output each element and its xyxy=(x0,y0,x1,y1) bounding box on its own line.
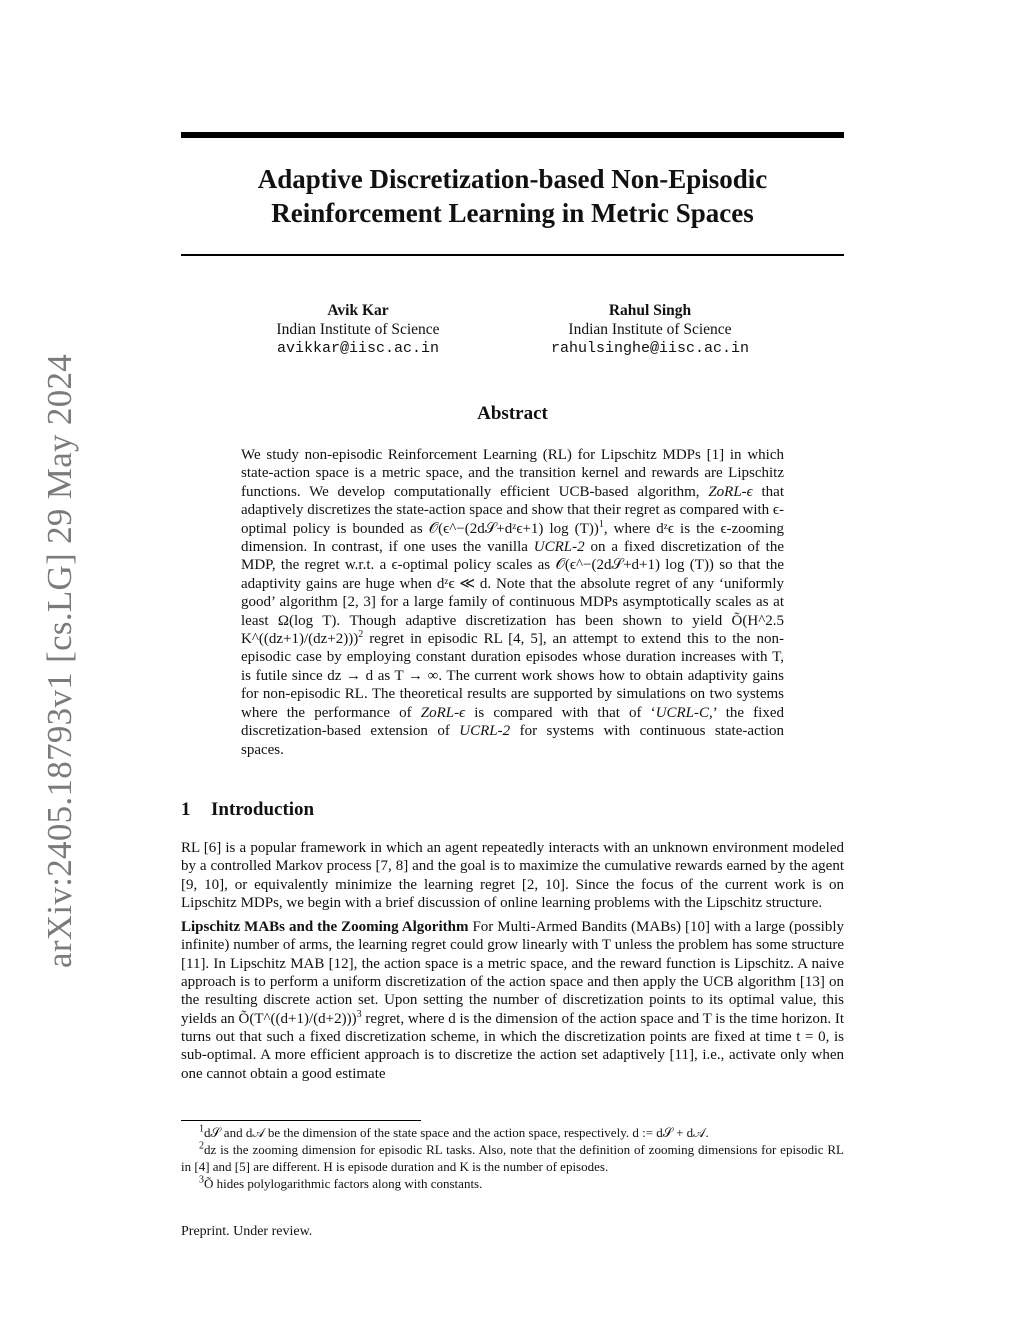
author-email[interactable]: rahulsinghe@iisc.ac.in xyxy=(550,340,750,357)
regret-bound-formula: 𝒪(ϵ^−(2d𝒮+dᶻϵ+1) log (T)) xyxy=(428,520,599,537)
abstract-text: We study non-episodic Reinforcement Learning (RL) for Lipschitz MDPs [1] in which state-action space is a metric space, and the transition kernel and rewards are Lipschitz functions. We develop computationally efficient UCB-based algorithm, xyxy=(241,447,784,500)
algorithm-name: UCRL-C xyxy=(655,704,709,721)
footnote-text: d𝒮 and d𝒜 be the dimension of the state space and the action space, respectively. d := d𝒮 + d𝒜. xyxy=(204,1125,709,1140)
paragraph-text: For Multi-Armed Bandits (MABs) [10] with a large (possibly infinite) number of arms, the learning regret could grow linearly with T unless the problem has some structure [11]. In Lipschitz MAB [12], the action space is a metric space, and the reward function is Lipschitz. A naive approach is to perform a uniform discretization of the action space and then apply the UCB algorithm [13] on the resulting discrete action set. Upon setting the number of discretization points to its optimal value, this yields an xyxy=(181,919,844,1027)
footnote-rule xyxy=(181,1120,421,1121)
introduction-body xyxy=(181,839,844,1089)
footnote-marker: 3 xyxy=(356,1008,362,1020)
footnote-2: $^2$dz is the zooming dimension for episodic RL tasks. Also, note that the definition of zooming dimensions for episodic RL in [4] and [5] are different. H is episode duration and K is the number of episodes. xyxy=(181,1140,844,1174)
footnote-3: $^3$Õ hides polylogarithmic factors along with constants. xyxy=(199,1174,483,1191)
regret-bound-formula: Õ(T^((d+1)/(d+2))) xyxy=(238,1010,357,1027)
footnotes xyxy=(181,1124,844,1192)
author-name: Avik Kar xyxy=(327,302,389,319)
author-affiliation: Indian Institute of Science xyxy=(276,321,440,338)
abstract-text: regret in episodic RL [4, 5], an attempt to extend this to the non-episodic case by employing constant duration episodes whose duration increases with T, is futile since dz → d as T → ∞. The current work shows how to obtain adaptivity gains for non-episodic RL. The theoretical results are supported by simulations on two systems where the performance of xyxy=(241,631,785,721)
paragraph: RL [6] is a popular framework in which an agent repeatedly interacts with an unknown environment modeled by a controlled Markov process [7, 8] and the goal is to maximize the cumulative rewards earned by the agent [9, 10], or equivalently minimize the learning regret [2, 10]. Since the focus of the current work is on Lipschitz MDPs, we begin with a brief discussion of online learning problems with the Lipschitz structure. xyxy=(181,840,844,911)
section-title: Introduction xyxy=(211,799,315,820)
author-block-1 xyxy=(228,301,488,358)
abstract-text: so that the adaptivity gains are huge when dᶻϵ ≪ d. Note that the absolute regret of any ‘uniformly good’ algorithm [2, 3] for a large family of continuous MDPs asymptotically scales as at least Ω(log T). Though adaptive discretization has been shown to yield xyxy=(241,557,785,629)
preprint-notice: Preprint. Under review. xyxy=(181,1224,313,1239)
paper-title xyxy=(181,162,844,230)
section-number: 1 xyxy=(181,799,191,820)
algorithm-name: UCRL-2 xyxy=(533,539,585,556)
regret-bound-formula: 𝒪(ϵ^−(2d𝒮+d+1) log (T)) xyxy=(555,557,714,574)
author-name: Rahul Singh xyxy=(608,302,692,319)
abstract-text: that adaptively discretizes the state-action space and show that their regret as compared with ϵ-optimal policy is bounded as xyxy=(241,483,785,537)
author-affiliation: Indian Institute of Science xyxy=(568,321,732,338)
footnote-marker: 1 xyxy=(598,518,604,530)
abstract-text: , where dᶻϵ is the ϵ-zooming dimension. In contrast, if one uses the vanilla xyxy=(241,520,785,556)
arxiv-identifier: arXiv:2405.18793v1 [cs.LG] 29 May 2024 xyxy=(40,353,79,968)
title-top-rule xyxy=(181,132,844,138)
author-email[interactable]: avikkar@iisc.ac.in xyxy=(276,340,440,357)
abstract-body xyxy=(241,446,784,759)
title-line-1: Adaptive Discretization-based Non-Episodic xyxy=(257,164,768,194)
paragraph-heading: Lipschitz MABs and the Zooming Algorithm xyxy=(181,919,469,936)
abstract-text: for systems with continuous state-action spaces. xyxy=(241,723,784,758)
algorithm-name: ZoRL-ϵ xyxy=(420,704,466,721)
algorithm-name: UCRL-2 xyxy=(459,723,511,740)
footnote-1: $^1$d𝒮 and d𝒜 be the dimension of the state space and the action space, respectively. d := d𝒮 + d𝒜. xyxy=(199,1123,709,1140)
section-heading xyxy=(181,799,314,821)
abstract-text: is compared with that of ‘ xyxy=(474,704,656,721)
footnote-text: dz is the zooming dimension for episodic RL tasks. Also, note that the definition of zooming dimensions for episodic RL in [4] and [5] are different. H is episode duration and K is the number of episodes. xyxy=(181,1142,844,1174)
author-block-2 xyxy=(520,301,780,358)
paragraph xyxy=(181,918,844,1083)
abstract-heading: Abstract xyxy=(477,403,548,424)
title-line-2: Reinforcement Learning in Metric Spaces xyxy=(271,198,754,228)
paragraph-text: regret, where d is the dimension of the action space and T is the time horizon. It turns out that such a fixed discretization scheme, in which the discretization points are fixed at time t = 0, is sub-optimal. A more efficient approach is to discretize the action set adaptively [11], i.e., activate only when one cannot obtain a good estimate xyxy=(181,1010,844,1082)
footnote-text: Õ hides polylogarithmic factors along with constants. xyxy=(204,1176,483,1191)
title-bottom-rule xyxy=(181,254,844,256)
algorithm-name: ZoRL-ϵ xyxy=(708,483,753,500)
footnote-marker: 2 xyxy=(358,629,364,641)
regret-bound-formula: Õ(H^2.5 K^((dz+1)/(dz+2))) xyxy=(241,612,784,648)
abstract-text: on a fixed discretization of the MDP, the regret w.r.t. a ϵ-optimal policy scales as xyxy=(241,539,785,574)
abstract-text: ,’ the fixed discretization-based extension of xyxy=(241,704,785,740)
